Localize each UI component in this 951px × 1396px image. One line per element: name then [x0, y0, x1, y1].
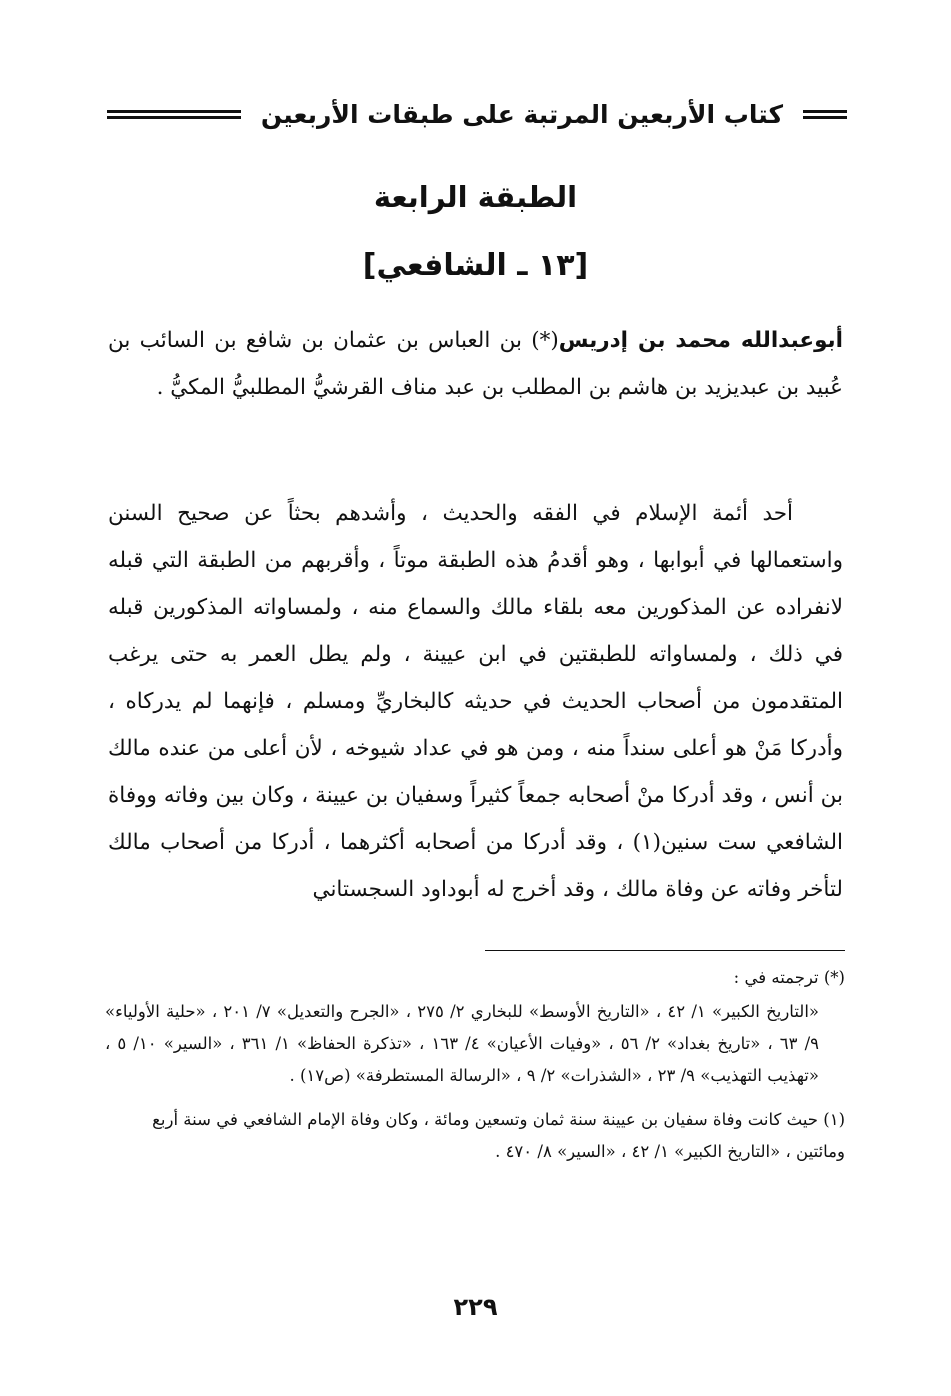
description-text-continued: ، وقد أدركا من أصحابه أكثرهما ، أدركا من أصحاب مالك لتأخر وفاته عن وفاة مالك ، وقد أخرج له أبوداود السجستاني: [108, 830, 843, 902]
lineage-text: بن العباس بن عثمان بن شافع بن السائب بن عُبيد بن عبديزيد بن هاشم بن المطلب بن عبد مناف القرشيُّ المطلبيُّ المكيُّ .: [108, 328, 843, 400]
footnote-separator: [485, 950, 845, 951]
book-title: كتاب الأربعين المرتبة على طبقات الأربعين: [260, 99, 783, 129]
description-paragraph: [108, 490, 843, 913]
biography-paragraph: [108, 317, 843, 411]
entry-heading: [١٣ ـ الشافعي]: [362, 248, 589, 283]
footnote-star-label: (*) ترجمته في :: [733, 968, 845, 987]
footnote-1: [105, 1104, 845, 1168]
footnote-star-sources: «التاريخ الكبير» ١/ ٤٢ ، «التاريخ الأوسط» للبخاري ٢/ ٢٧٥ ، «الجرح والتعديل» ٧/ ٢٠١ ، «حلية الأولياء» ٩/ ٦٣ ، «تاريخ بغداد» ٢/ ٥٦ ، «وفيات الأعيان» ٤/ ١٦٣ ، «تذكرة الحفاظ» ١/ ٣٦١ ، «السير» ١٠/ ٥ ، «تهذيب التهذيب» ٩/ ٢٣ ، «الشذرات» ٢/ ٩ ، «الرسالة المستطرفة» (ص١٧) .: [105, 1002, 820, 1085]
footnote-ref-1: (١): [632, 830, 661, 855]
footnote-1-label: (١): [823, 1110, 845, 1129]
section-heading: الطبقة الرابعة: [373, 180, 578, 214]
description-text: أحد أئمة الإسلام في الفقه والحديث ، وأشدهم بحثاً عن صحيح السنن واستعمالها في أبوابها ، وهو أقدمُ هذه الطبقة موتاً ، وأقربهم من الطبقة التي قبله لانفراده عن المذكورين معه بلقاء مالك والسماع منه ، ولمساواته المذكورين قبله في ذلك ، ولمساواته للطبقتين في ابن عيينة ، ولم يطل العمر به حتى يرغب المتقدمون من أصحاب الحديث في حديثه كالبخاريِّ ومسلم ، فإنهما لم يدركاه ، وأدركا مَنْ هو أعلى سنداً منه ، ومن هو في عداد شيوخه ، لأن أعلى من عنده مالك بن أنس ، وقد أدركا منْ أصحابه جمعاً كثيراً وسفيان بن عيينة ، وكان بين وفاته ووفاة الشافعي ست سنين: [108, 501, 843, 855]
header-rule-short: [803, 110, 847, 119]
translation-marker: (*): [531, 328, 559, 353]
header-rule-long: [107, 110, 241, 119]
page-number: ٢٢٩: [453, 1293, 498, 1321]
footnote-star: [105, 962, 845, 1092]
scholar-name: أبوعبدالله محمد بن إدريس: [558, 328, 843, 353]
running-header: [107, 92, 847, 136]
footnotes: [105, 962, 845, 1168]
footnote-1-text: حيث كانت وفاة سفيان بن عيينة سنة ثمان وتسعين ومائة ، وكان وفاة الإمام الشافعي في سنة أربع ومائتين ، «التاريخ الكبير» ١/ ٤٢ ، «السير» ٨/ ٤٧٠ .: [152, 1110, 845, 1161]
